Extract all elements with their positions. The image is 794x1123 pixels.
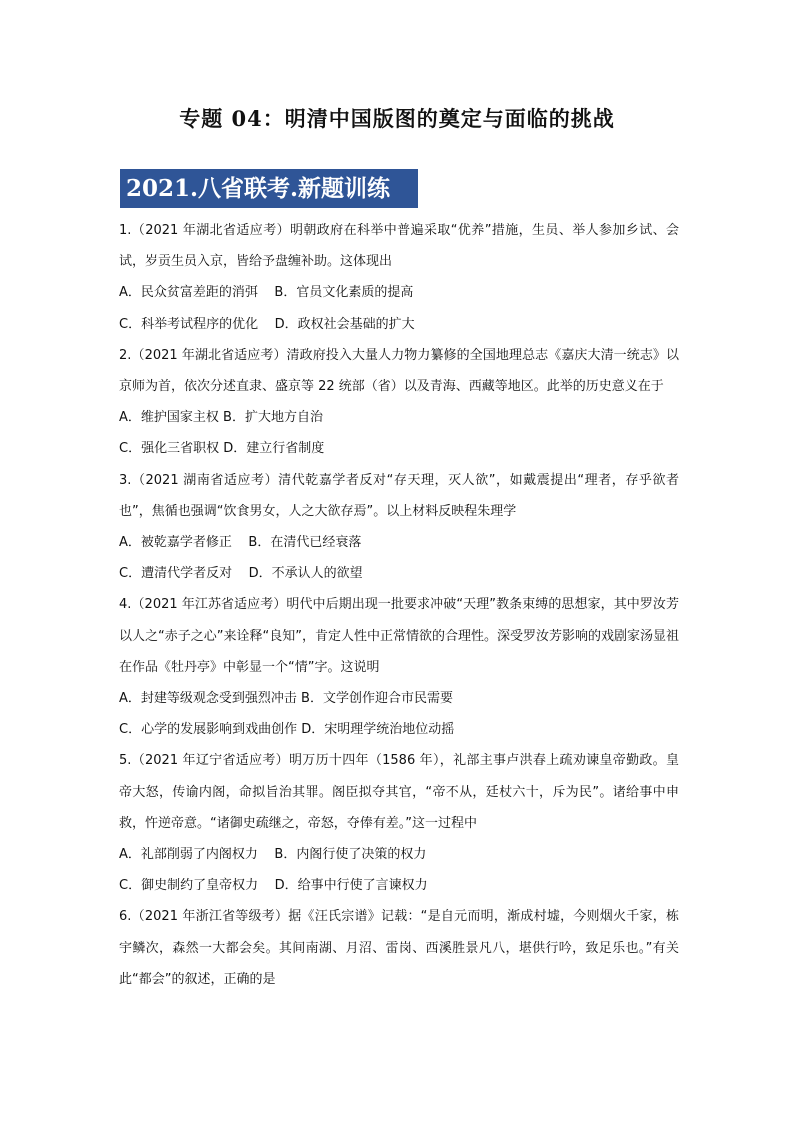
options-line: A．礼部削弱了内阁权力 B．内阁行使了决策的权力 (119, 847, 427, 863)
question-list (119, 215, 679, 995)
question-item (119, 465, 679, 590)
question-item (119, 745, 679, 901)
question-stem: 1.（2021 年湖北省适应考）明朝政府在科举中普遍采取“优养”措施，生员、举人参加乡试、会试，岁贡生员入京，皆给予盘缠补助。这体现出 (119, 223, 679, 270)
question-stem: 2.（2021 年湖北省适应考）清政府投入大量人力物力纂修的全国地理总志《嘉庆大清一统志》以京师为首，依次分述直隶、盛京等 22 统部（省）以及青海、西藏等地区。此举的历史意义在于 (119, 347, 679, 395)
question-item (119, 589, 679, 745)
question-stem: 6.（2021 年浙江省等级考）据《汪氏宗谱》记载：“是自元而明，渐成村墟，今则烟火千家，栋宇鳞次，森然一大都会矣。其间南湖、月沼、雷岗、西溪胜景凡八，堪供行吟，致足乐也。”有关此“都会”的叙述，正确的是 (119, 909, 679, 987)
section-banner: 2021.八省联考.新题训练 (120, 169, 418, 208)
page-title: 专题 04：明清中国版图的奠定与面临的挑战 (179, 106, 615, 131)
question-item (119, 215, 679, 340)
options-line: C．御史制约了皇帝权力 D．给事中行使了言谏权力 (119, 878, 428, 894)
options-line: A．被乾嘉学者修正 B．在清代已经衰落 (119, 535, 362, 551)
options-line: C．强化三省职权 D．建立行省制度 (119, 441, 325, 457)
options-line: C．科举考试程序的优化 D．政权社会基础的扩大 (119, 316, 415, 332)
question-stem: 5.（2021 年辽宁省适应考）明万历十四年（1586 年），礼部主事卢洪春上疏劝谏皇帝勤政。皇帝大怒，传谕内阁，命拟旨治其罪。阁臣拟夺其官，“帝不从，廷杖六十，斥为民”。诸给事中申救，忤逆帝意。“诸御史疏继之，帝怒，夺俸有差。”这一过程中 (119, 753, 679, 831)
options-line: C．遭清代学者反对 D．不承认人的欲望 (119, 566, 363, 582)
question-stem: 3.（2021 湖南省适应考）清代乾嘉学者反对“存天理，灭人欲”，如戴震提出“理者，存乎欲者也”，焦循也强调“饮食男女，人之大欲存焉”。以上材料反映程朱理学 (119, 472, 679, 519)
options-line: C．心学的发展影响到戏曲创作 D．宋明理学统治地位动摇 (119, 722, 455, 738)
question-stem: 4.（2021 年江苏省适应考）明代中后期出现一批要求冲破“天理”教条束缚的思想家，其中罗汝芳以人之“赤子之心”来诠释“良知”，肯定人性中正常情欲的合理性。深受罗汝芳影响的戏剧家汤显祖在作品《牡丹亭》中彰显一个“情”字。这说明 (119, 597, 679, 675)
options-line: A．维护国家主权 B．扩大地方自治 (119, 410, 323, 426)
options-line: A．封建等级观念受到强烈冲击 B．文学创作迎合市民需要 (119, 691, 453, 707)
options-line: A．民众贫富差距的消弭 B．官员文化素质的提高 (119, 285, 414, 301)
question-item (119, 340, 679, 465)
question-item (119, 901, 679, 995)
